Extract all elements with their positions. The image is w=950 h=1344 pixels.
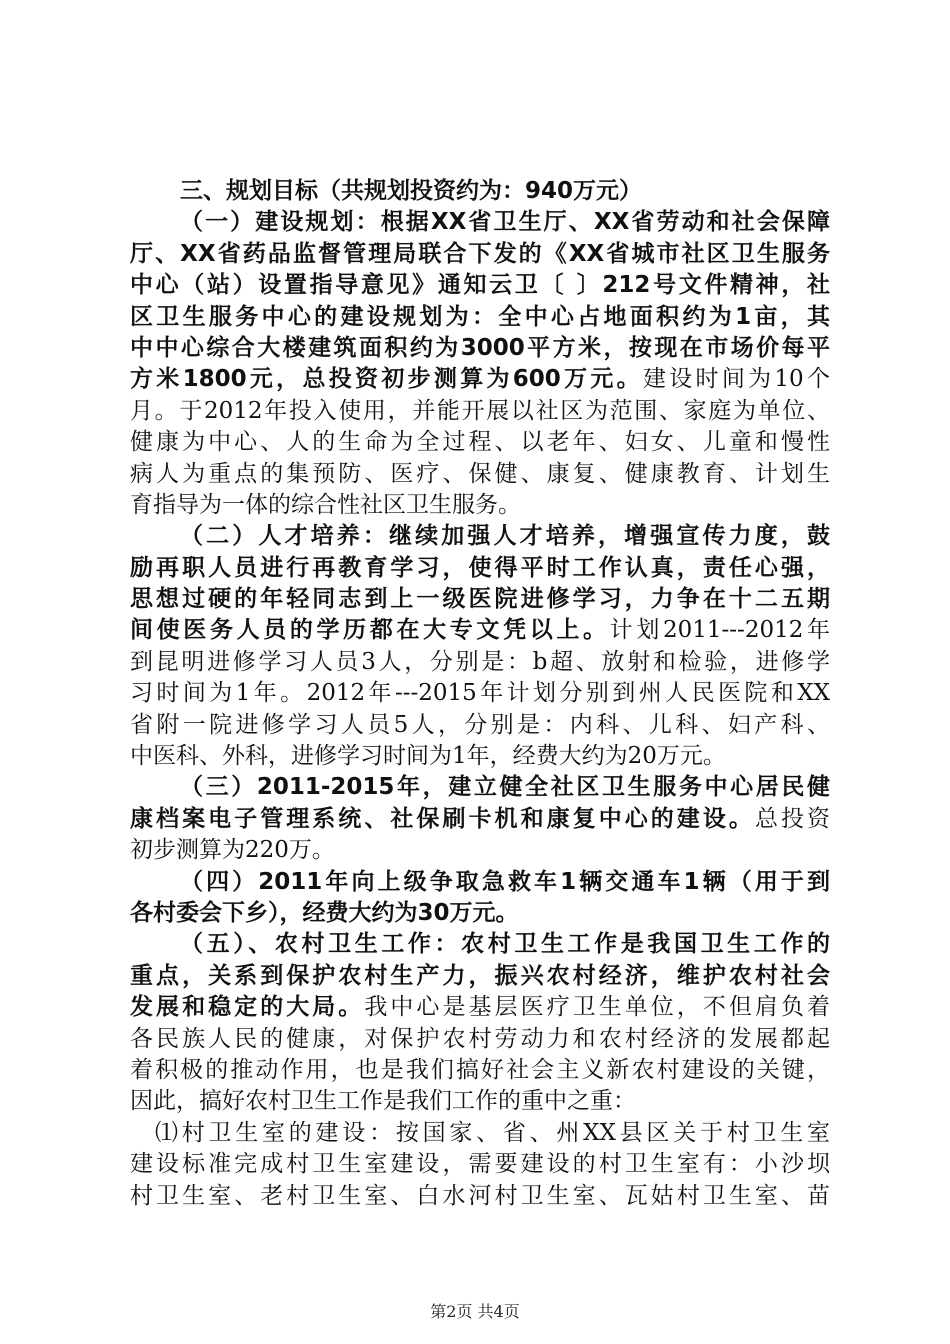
text-line	[130, 961, 830, 992]
line-text: 重点，关系到保护农村生产力，振兴农村经济，维护农村社会	[130, 962, 830, 989]
text-line	[130, 615, 830, 646]
line-text: （一）建设规划：根据XX省卫生厅、XX省劳动和社会保障	[180, 209, 830, 236]
text-line	[130, 992, 830, 1023]
text-line	[130, 1086, 830, 1117]
line-text: （五）、农村卫生工作：农村卫生工作是我国卫生工作的	[180, 931, 830, 958]
line-text: 因此，搞好农村卫生工作是我们工作的重中之重：	[130, 1088, 636, 1115]
text-line	[130, 647, 830, 678]
text-line	[130, 804, 830, 835]
text-line	[130, 427, 830, 458]
line-text-bold: 方米1800元，总投资初步测算为600万元。	[130, 366, 643, 393]
line-text: （二）人才培养：继续加强人才培养，增强宣传力度，鼓	[180, 523, 830, 550]
text-line	[130, 835, 830, 866]
text-line	[130, 867, 830, 898]
line-text-regular: 建设时间为10个	[642, 366, 830, 393]
text-line	[130, 929, 830, 960]
text-line	[130, 898, 830, 929]
text-line	[130, 490, 830, 521]
line-text: 育指导为一体的综合性社区卫生服务。	[130, 491, 521, 518]
line-text-regular: 我中心是基层医疗卫生单位，不但肩负着	[364, 994, 831, 1021]
line-text: 习时间为1年。2012年---2015年计划分别到州人民医院和XX	[130, 680, 830, 707]
line-text-bold: 发展和稳定的大局。	[130, 994, 365, 1021]
text-line	[130, 333, 830, 364]
text-line	[130, 1149, 830, 1180]
line-text: 各民族人民的健康，对保护农村劳动力和农村经济的发展都起	[130, 1025, 830, 1052]
text-line	[130, 1024, 830, 1055]
page-footer: 第2页 共4页	[430, 1302, 520, 1321]
line-text: 建设标准完成村卫生室建设，需要建设的村卫生室有：小沙坝	[130, 1151, 830, 1178]
document-body	[130, 176, 830, 1212]
line-text: 月。于2012年投入使用，并能开展以社区为范围、家庭为单位、	[130, 397, 830, 424]
text-line	[130, 239, 830, 270]
line-text: 区卫生服务中心的建设规划为：全中心占地面积约为1亩，其	[130, 303, 830, 330]
line-text: 病人为重点的集预防、医疗、保健、康复、健康教育、计划生	[130, 460, 830, 487]
text-line	[130, 207, 830, 238]
line-text: 三、规划目标（共规划投资约为：940万元）	[180, 178, 643, 204]
text-line	[130, 396, 830, 427]
line-text: 中心（站）设置指导意见》通知云卫〔 〕212号文件精神，社	[130, 272, 830, 299]
line-text: 村卫生室、老村卫生室、白水河村卫生室、瓦姑村卫生室、苗	[130, 1182, 830, 1209]
text-line	[130, 678, 830, 709]
line-text: 省附一院进修学习人员5人，分别是：内科、儿科、妇产科、	[130, 711, 830, 738]
line-text: 各村委会下乡），经费大约为30万元。	[130, 899, 519, 926]
line-text-regular: 总投资	[754, 805, 831, 832]
line-text: 中中心综合大楼建筑面积约为3000平方米，按现在市场价每平	[130, 334, 830, 361]
line-text: 健康为中心、人的生命为全过程、以老年、妇女、儿童和慢性	[130, 429, 830, 456]
text-line	[130, 772, 830, 803]
text-line	[130, 302, 830, 333]
line-text: 着积极的推动作用，也是我们搞好社会主义新农村建设的关键，	[130, 1056, 830, 1083]
text-line	[130, 553, 830, 584]
text-line	[130, 364, 830, 395]
text-line	[130, 1118, 830, 1149]
line-text: 到昆明进修学习人员3人，分别是：b超、放射和检验，进修学	[130, 648, 830, 675]
text-line	[130, 710, 830, 741]
line-text: 初步测算为220万。	[130, 837, 335, 864]
line-text-regular: 计划2011---2012年	[609, 617, 830, 644]
text-line	[130, 1181, 830, 1212]
line-text: （三）2011-2015年，建立健全社区卫生服务中心居民健	[180, 774, 830, 801]
line-text: 中医科、外科，进修学习时间为1年，经费大约为20万元。	[130, 743, 726, 770]
line-text: 厅、XX省药品监督管理局联合下发的《XX省城市社区卫生服务	[130, 240, 830, 267]
text-line	[130, 741, 830, 772]
text-line	[130, 459, 830, 490]
line-text: 励再职人员进行再教育学习，使得平时工作认真，责任心强，	[130, 554, 830, 581]
text-line	[130, 584, 830, 615]
text-line	[130, 270, 830, 301]
line-text: ⑴村卫生室的建设：按国家、省、州XX县区关于村卫生室	[155, 1119, 830, 1146]
text-line	[130, 1055, 830, 1086]
line-text-bold: 间使医务人员的学历都在大专文凭以上。	[130, 617, 610, 644]
text-line	[130, 176, 830, 207]
line-text-bold: 康档案电子管理系统、社保刷卡机和康复中心的建设。	[130, 805, 755, 832]
text-line	[130, 521, 830, 552]
line-text: 思想过硬的年轻同志到上一级医院进修学习，力争在十二五期	[130, 586, 830, 613]
line-text: （四）2011年向上级争取急救车1辆交通车1辆（用于到	[180, 868, 830, 895]
